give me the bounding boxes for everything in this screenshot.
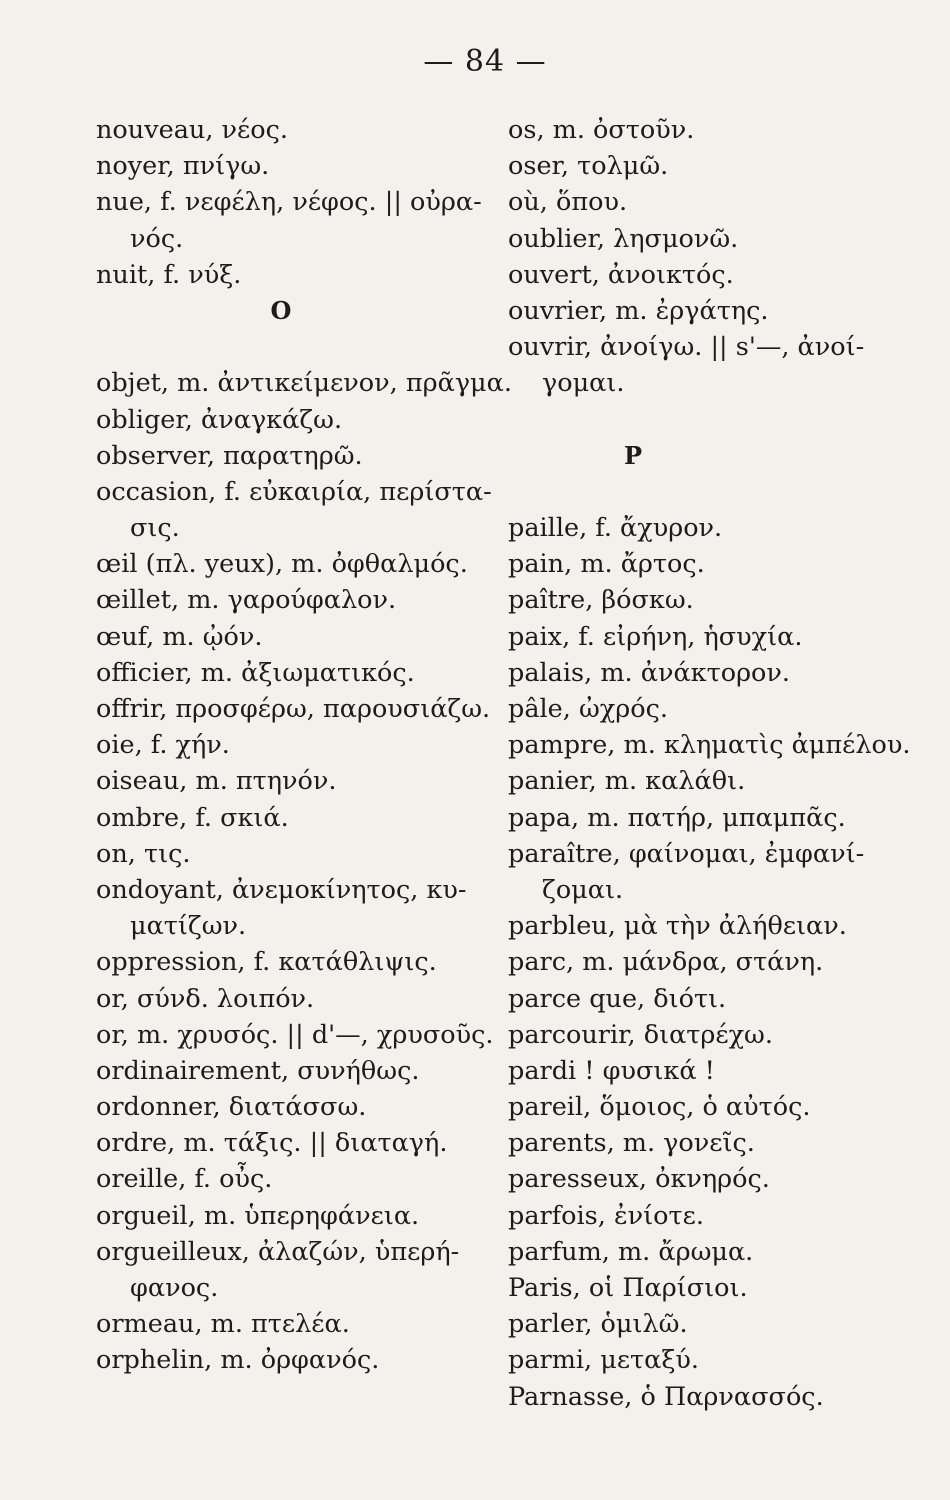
dictionary-entry: œil (πλ. yeux), m. ὀφθαλμός. <box>96 549 468 580</box>
entry-continuation: σις. <box>130 513 180 544</box>
dictionary-entry: orphelin, m. ὀρφανός. <box>96 1345 380 1376</box>
blank-line <box>508 474 898 510</box>
entry-continuation: νός. <box>130 223 184 254</box>
dictionary-entry: nue, f. νεφέλη, νέφος. || οὐρα- <box>96 187 482 218</box>
dictionary-entry: offrir, προσφέρω, παρουσιάζω. <box>96 694 491 724</box>
dictionary-entry: pampre, m. κληματὶς ἀμπέλου. <box>508 730 911 761</box>
dictionary-entry: parcourir, διατρέχω. <box>508 1019 773 1050</box>
dictionary-entry: ordre, m. τάξις. || διαταγή. <box>96 1128 448 1159</box>
dictionary-entry: nuit, f. νύξ. <box>96 259 242 290</box>
dictionary-entry: pâle, ὠχρός. <box>508 694 668 724</box>
dictionary-entry: or, m. χρυσός. || d'—, χρυσοῦς. <box>96 1019 494 1050</box>
page-number: — 84 — <box>423 44 547 79</box>
dictionary-entry: obliger, ἀναγκάζω. <box>96 404 343 435</box>
section-letter: O <box>270 295 292 325</box>
dictionary-entry: Paris, οἱ Παρίσιοι. <box>508 1273 748 1303</box>
right-column <box>508 112 911 1415</box>
dictionary-entry: objet, m. ἀντικείμενον, πρᾶγμα. <box>96 368 512 399</box>
dictionary-entry: paître, βόσκω. <box>508 585 694 616</box>
dictionary-entry: Parnasse, ὁ Παρνασσός. <box>508 1381 824 1412</box>
dictionary-entry: noyer, πνίγω. <box>96 151 270 182</box>
dictionary-entry: œuf, m. ᾠόν. <box>96 621 263 652</box>
left-column <box>96 112 512 1379</box>
dictionary-entry: ordonner, διατάσσω. <box>96 1092 367 1123</box>
dictionary-entry: os, m. ὀστοῦν. <box>508 115 695 145</box>
dictionary-entry: ouvert, ἀνοικτός. <box>508 259 734 290</box>
dictionary-entry: oser, τολμῶ. <box>508 151 669 182</box>
dictionary-entry: parmi, μεταξύ. <box>508 1345 700 1376</box>
dictionary-entry: officier, m. ἀξιωματικός. <box>96 657 415 688</box>
dictionary-entry: papa, m. πατήρ, μπαμπᾶς. <box>508 802 846 833</box>
dictionary-entry: ordinairement, συνήθως. <box>96 1055 420 1086</box>
dictionary-entry: on, τις. <box>96 838 191 869</box>
entry-continuation: ματίζων. <box>130 911 247 942</box>
dictionary-entry: ombre, f. σκιά. <box>96 802 289 833</box>
dictionary-entry: parfum, m. ἄρωμα. <box>508 1236 754 1267</box>
dictionary-entry: parents, m. γονεῖς. <box>508 1128 755 1159</box>
dictionary-entry: parce que, διότι. <box>508 983 727 1014</box>
entry-continuation: γομαι. <box>542 368 625 399</box>
dictionary-entry: paille, f. ἄχυρον. <box>508 513 723 544</box>
entry-continuation: φανος. <box>130 1273 219 1303</box>
dictionary-entry: oiseau, m. πτηνόν. <box>96 766 337 797</box>
dictionary-entry: ormeau, m. πτελέα. <box>96 1309 350 1340</box>
dictionary-entry: ouvrir, ἀνοίγω. || s'—, ἀνοί- <box>508 332 865 363</box>
blank-line <box>508 402 898 438</box>
dictionary-entry: oublier, λησμονῶ. <box>508 223 739 254</box>
dictionary-entry: orgueil, m. ὑπερηφάνεια. <box>96 1200 420 1231</box>
blank-line <box>96 329 496 365</box>
dictionary-entry: or, σύνδ. λοιπόν. <box>96 983 315 1014</box>
dictionary-entry: observer, παρατηρῶ. <box>96 440 363 471</box>
dictionary-entry: oie, f. χήν. <box>96 730 230 761</box>
dictionary-entry: occasion, f. εὐκαιρία, περίστα- <box>96 476 492 507</box>
dictionary-entry: parfois, ἐνίοτε. <box>508 1200 704 1231</box>
dictionary-entry: oreille, f. οὖς. <box>96 1164 273 1195</box>
dictionary-entry: pain, m. ἄρτος. <box>508 549 705 580</box>
dictionary-entry: parbleu, μὰ τὴν ἀλήθειαν. <box>508 911 847 942</box>
dictionary-entry: orgueilleux, ἀλαζών, ὑπερή- <box>96 1236 460 1267</box>
dictionary-entry: oppression, f. κατάθλιψις. <box>96 947 437 978</box>
dictionary-entry: paix, f. εἰρήνη, ἡσυχία. <box>508 621 803 652</box>
dictionary-entry: pardi ! φυσικά ! <box>508 1055 715 1086</box>
dictionary-entry: palais, m. ἀνάκτορον. <box>508 657 791 688</box>
entry-continuation: ζομαι. <box>542 874 624 905</box>
dictionary-entry: parc, m. μάνδρα, στάνη. <box>508 947 824 978</box>
dictionary-entry: paraître, φαίνομαι, ἐμφανί- <box>508 838 865 869</box>
dictionary-entry: ouvrier, m. ἐργάτης. <box>508 295 769 326</box>
dictionary-entry: paresseux, ὀκνηρός. <box>508 1164 770 1195</box>
dictionary-entry: ondoyant, ἀνεμοκίνητος, κυ- <box>96 874 467 905</box>
dictionary-entry: nouveau, νέος. <box>96 115 288 145</box>
dictionary-entry: panier, m. καλάθι. <box>508 766 746 797</box>
dictionary-entry: parler, ὁμιλῶ. <box>508 1309 688 1340</box>
dictionary-entry: pareil, ὅμοιος, ὁ αὐτός. <box>508 1092 811 1123</box>
section-letter: P <box>623 440 643 470</box>
dictionary-entry: où, ὅπου. <box>508 187 628 218</box>
dictionary-entry: œillet, m. γαρούφαλον. <box>96 585 397 616</box>
